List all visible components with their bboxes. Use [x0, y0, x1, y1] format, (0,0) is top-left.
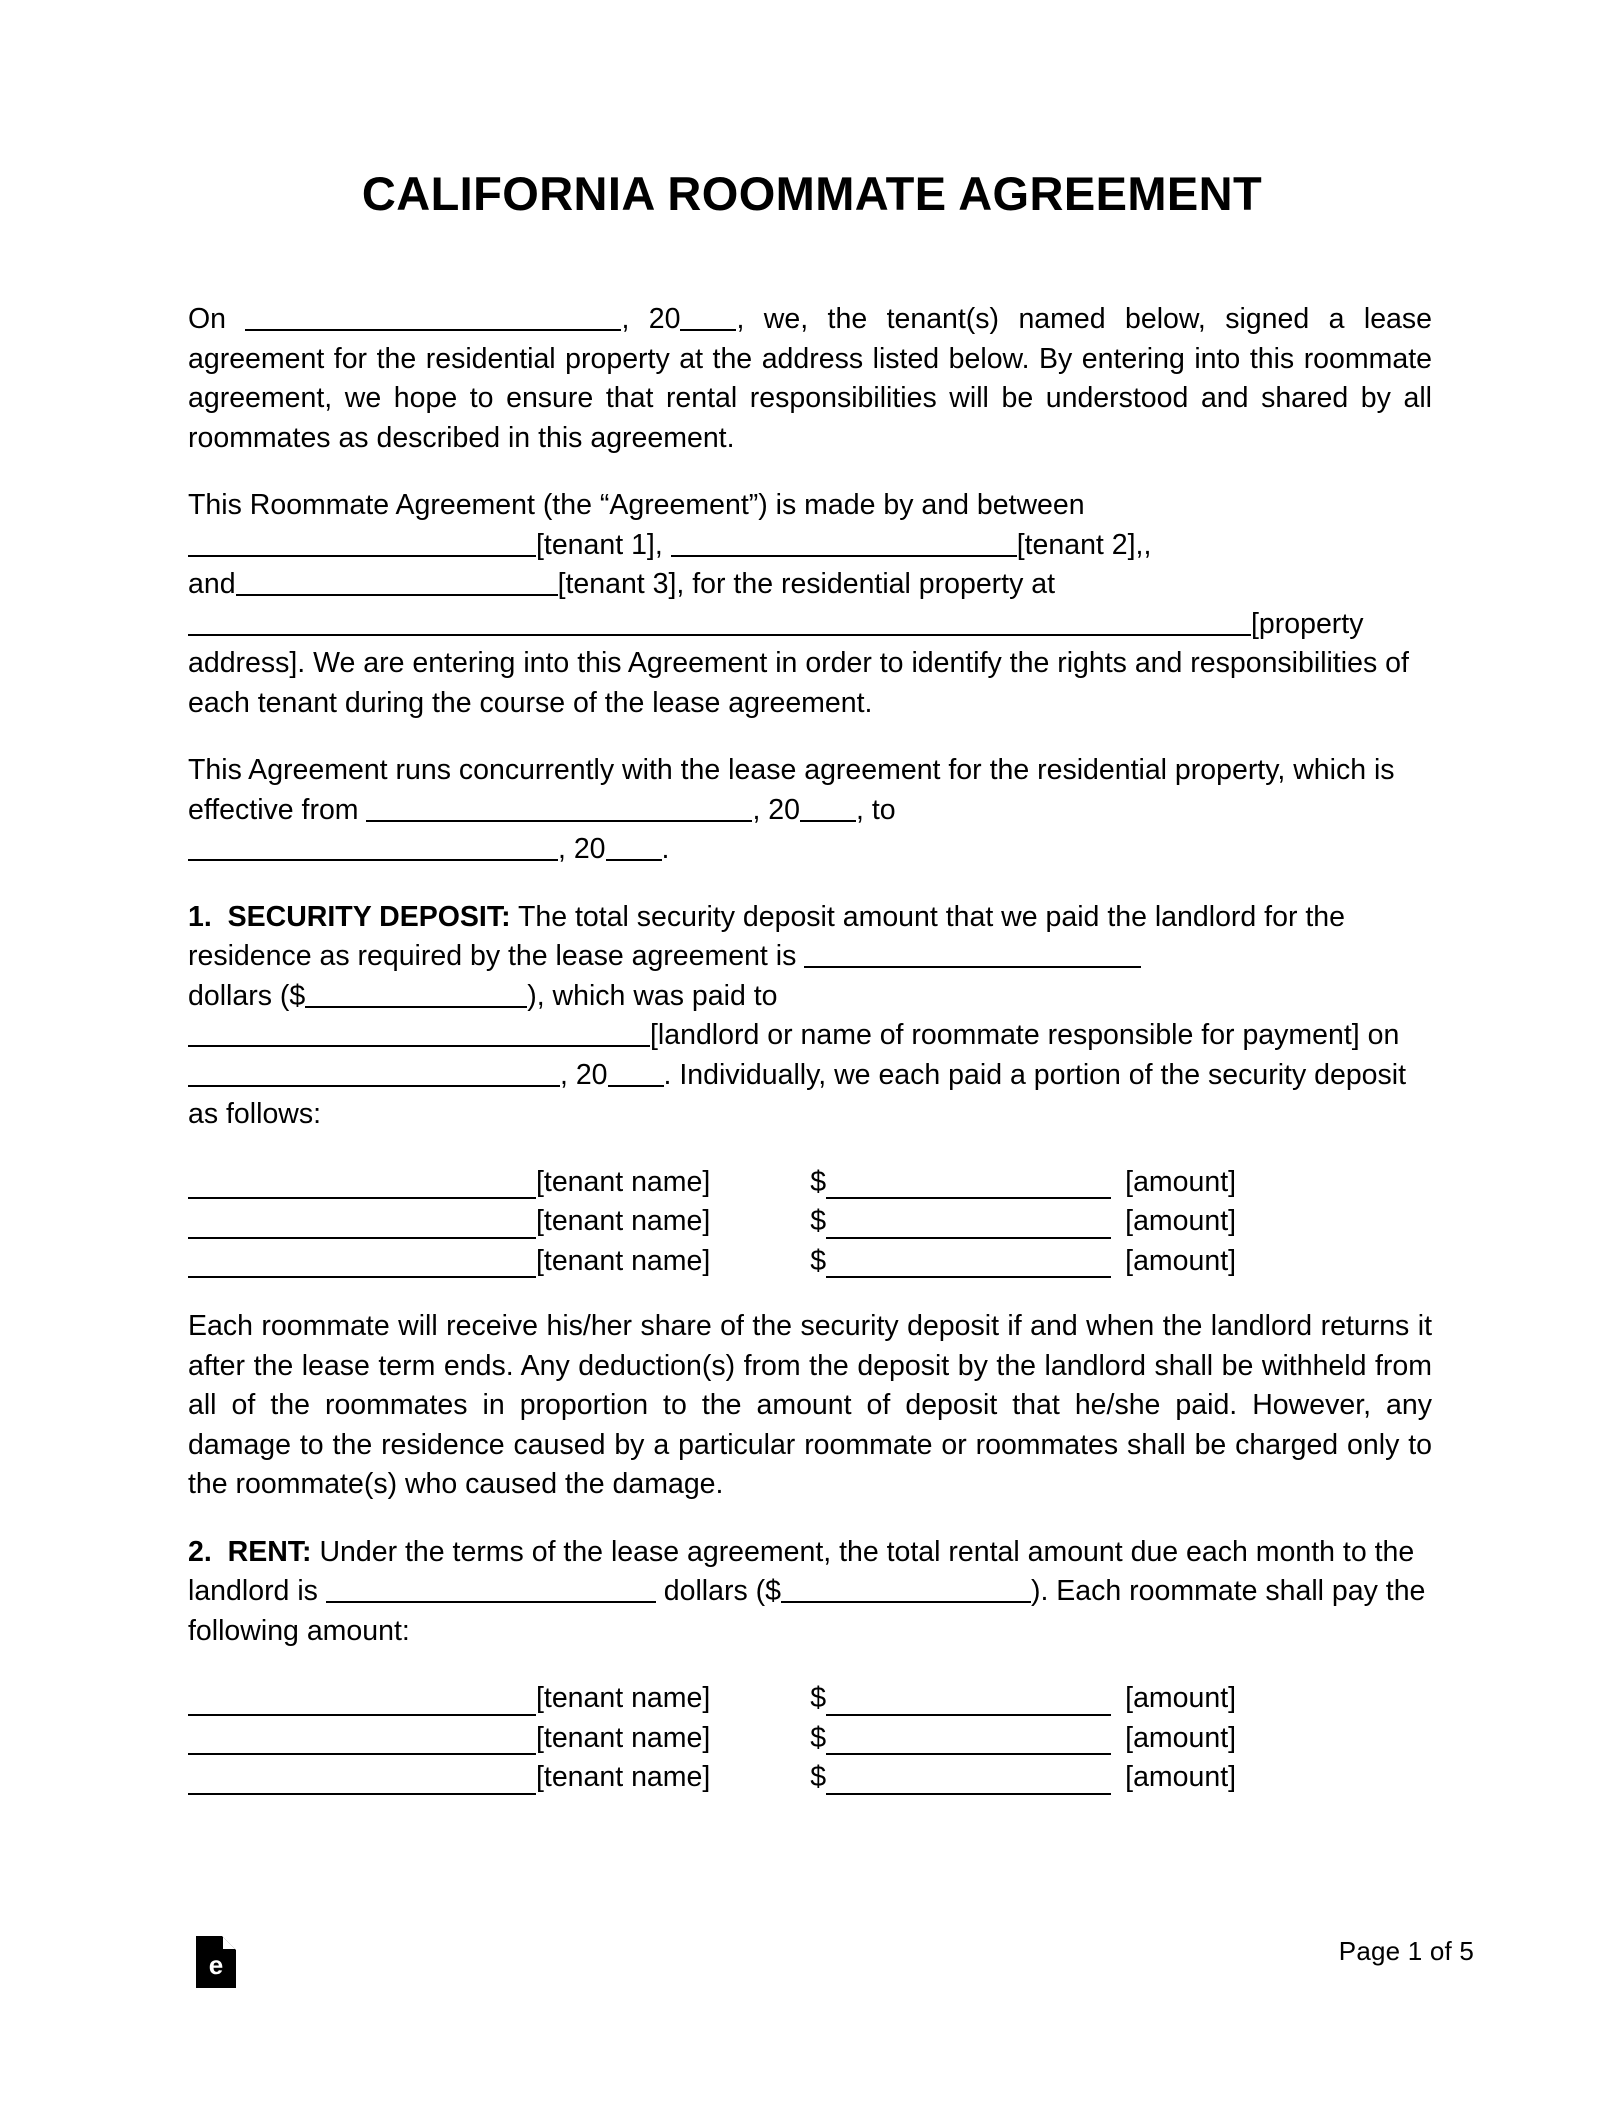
deposit-tenant-name-label: [tenant name] [536, 1165, 711, 1198]
term-text-a: This Agreement runs concurrently with the lease agreement for the residential property, which is effective from [188, 754, 1395, 826]
section-1-text-1: The total security deposit amount that we paid the landlord for the residence as required by the lease agreement is [188, 900, 1345, 972]
table-row [188, 1202, 1432, 1242]
deposit-paid-on-year-blank[interactable] [608, 1060, 664, 1087]
intro-text-a: On [188, 303, 227, 335]
year-blank-signed[interactable] [680, 304, 736, 331]
deposit-tenant-name-label: [tenant name] [536, 1244, 711, 1277]
currency-symbol: $ [810, 1205, 827, 1237]
rent-amount-row-label: [amount] [1125, 1761, 1237, 1793]
deposit-amount-row-label: [amount] [1125, 1165, 1237, 1198]
deposit-tenant-name-blank[interactable] [188, 1251, 536, 1278]
section-1-closing-paragraph: Each roommate will receive his/her share of the security deposit if and when the landlord returns it after the lease term ends. Any deduction(s) from the deposit by the landlord shall be withheld from all of the roommates in proportion to the amount of deposit that he/she paid. However, any damage to the residence caused by a particular roommate or roommates shall be charged only to the roommate(s) who caused the damage. [188, 1310, 1432, 1500]
deposit-tenant-name-blank[interactable] [188, 1172, 536, 1199]
term-text-b: , 20 [752, 793, 801, 826]
table-row [188, 1679, 1432, 1719]
deposit-amount-blank[interactable] [305, 981, 527, 1008]
property-address-blank[interactable] [188, 609, 1251, 636]
section-1-text-2: dollars ($ [188, 979, 306, 1012]
section-2-number: 2. [188, 1535, 212, 1568]
rent-amount-row-label: [amount] [1125, 1682, 1237, 1714]
parties-text-a: This Roommate Agreement (the “Agreement”) is made by and between [188, 489, 1085, 521]
term-text-d: , 20 [558, 833, 606, 865]
table-row [188, 1242, 1432, 1282]
section-2-heading: RENT: [227, 1535, 312, 1568]
effective-from-blank[interactable] [366, 795, 752, 822]
page-title: CALIFORNIA ROOMMATE AGREEMENT [361, 167, 1263, 220]
deposit-tenant-name-label: [tenant name] [536, 1205, 711, 1237]
rent-tenant-name-label: [tenant name] [536, 1721, 711, 1754]
table-row [188, 1719, 1432, 1759]
rent-tenant-name-label: [tenant name] [536, 1761, 711, 1793]
currency-symbol: $ [810, 1761, 827, 1793]
effective-to-year-blank[interactable] [606, 834, 662, 861]
intro-text-c: , we, the tenant(s) named below, signed a lease agreement for the residential property at the address listed below. By entering into this roommate agreement, we hope to ensure that rental responsibilities will be understood and shared by all roommates as described in this agreement. [188, 303, 1432, 454]
term-text-e: . [661, 833, 670, 865]
currency-symbol: $ [810, 1721, 827, 1754]
rent-table [188, 1679, 1432, 1798]
section-2-text-2: dollars ($ [663, 1575, 781, 1607]
rent-amount-blank[interactable] [781, 1576, 1031, 1603]
currency-symbol: $ [810, 1165, 827, 1198]
term-text-c: , to [856, 793, 896, 826]
section-2-text-3: ). Each roommate shall pay the following amount: [188, 1575, 1426, 1647]
section-1-text-6: . Individually, we each paid a portion of the security deposit as follows: [188, 1058, 1407, 1130]
rent-tenant-name-label: [tenant name] [536, 1682, 711, 1714]
parties-and: and [188, 568, 236, 600]
deposit-paid-on-blank[interactable] [188, 1060, 560, 1087]
rent-amount-row-label: [amount] [1125, 1721, 1237, 1754]
deposit-paid-to-blank[interactable] [188, 1020, 650, 1047]
deposit-amount-row-blank[interactable] [826, 1172, 1111, 1199]
property-address-label: [property address]. We are entering into this Agreement in order to identify the rights and responsibilities of each tenant during the course of the lease agreement. [188, 607, 1409, 719]
deposit-amount-row-label: [amount] [1125, 1244, 1237, 1277]
rent-amount-words-blank[interactable] [326, 1576, 656, 1603]
tenant2-name-blank[interactable] [671, 530, 1017, 557]
deposit-amount-row-blank[interactable] [826, 1212, 1111, 1239]
tenant1-name-blank[interactable] [188, 530, 536, 557]
rent-tenant-name-blank[interactable] [188, 1768, 536, 1795]
deposit-amount-words-blank[interactable] [804, 941, 1141, 968]
tenant3-label: [tenant 3], for the residential property at [557, 568, 1056, 600]
section-1-security-deposit [188, 898, 1432, 1135]
section-1-text-3: ), which was paid to [527, 979, 778, 1012]
section-1-text-4: [landlord or name of roommate responsible for payment] on [650, 1019, 1400, 1051]
eforms-logo-icon [196, 1936, 236, 1988]
table-row [188, 1758, 1432, 1798]
deposit-amount-row-blank[interactable] [826, 1251, 1111, 1278]
rent-amount-row-blank[interactable] [826, 1728, 1111, 1755]
effective-to-blank[interactable] [188, 834, 558, 861]
rent-amount-row-blank[interactable] [826, 1768, 1111, 1795]
intro-text-b: , 20 [621, 303, 681, 335]
paragraph-intro [188, 300, 1432, 458]
effective-from-year-blank[interactable] [800, 795, 856, 822]
section-1-number: 1. [188, 900, 212, 933]
rent-tenant-name-blank[interactable] [188, 1728, 536, 1755]
date-blank-signed[interactable] [245, 304, 621, 331]
section-1-text-5: , 20 [560, 1058, 608, 1091]
deposit-tenant-name-blank[interactable] [188, 1212, 536, 1239]
paragraph-term [188, 751, 1432, 870]
currency-symbol: $ [810, 1244, 827, 1277]
table-row [188, 1163, 1432, 1203]
deposit-amount-row-label: [amount] [1125, 1205, 1237, 1237]
section-2-rent [188, 1533, 1432, 1652]
svg-text:e: e [208, 1950, 224, 1980]
rent-tenant-name-blank[interactable] [188, 1689, 536, 1716]
document-body [188, 300, 1432, 1824]
section-2-text-1: Under the terms of the lease agreement, the total rental amount due each month to the landlord is [188, 1535, 1415, 1607]
paragraph-parties [188, 486, 1432, 723]
currency-symbol: $ [810, 1682, 827, 1714]
tenant2-label: [tenant 2],, [1016, 528, 1152, 561]
security-deposit-table [188, 1163, 1432, 1282]
page-number: Page 1 of 5 [1338, 1936, 1474, 1966]
tenant3-name-blank[interactable] [236, 569, 558, 596]
tenant1-label: [tenant 1], [536, 528, 663, 561]
section-1-heading: SECURITY DEPOSIT: [227, 900, 511, 933]
rent-amount-row-blank[interactable] [826, 1689, 1111, 1716]
